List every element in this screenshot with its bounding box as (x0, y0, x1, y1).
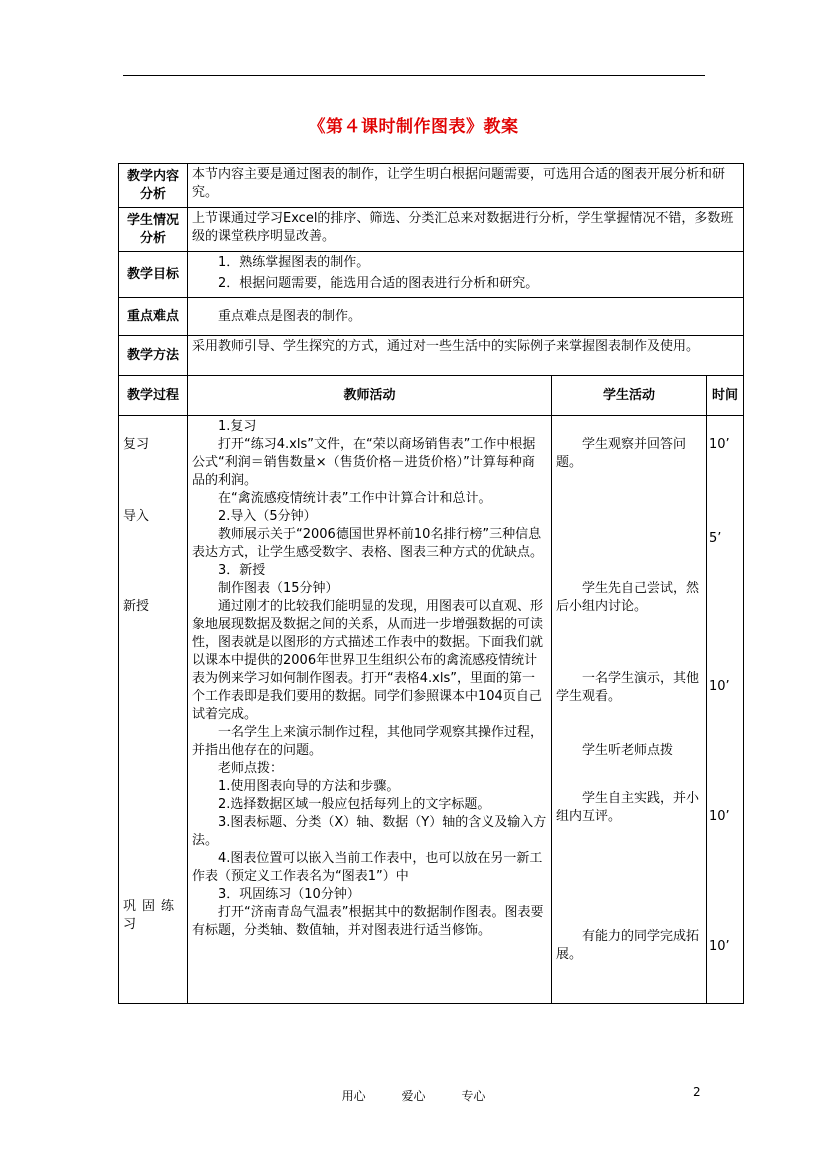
stage-new-lesson: 新授 (123, 599, 150, 614)
student-activity-demo: 一名学生演示，其他学生观看。 (556, 671, 700, 704)
row-teaching-methods (119, 336, 744, 376)
text-teaching-methods: 采用教师引导、学生探究的方式，通过对一些生活中的实际例子来掌握图表制作及使用。 (188, 336, 744, 376)
label-content-analysis: 教学内容分析 (119, 164, 188, 208)
teacher-review-task: 打开“练习4.xls”文件，在“荣以商场销售表”工作中根据公式“利润＝销售数量×（售货价格－进货价格）”计算每种商品的利润。 (192, 437, 536, 488)
row-content-analysis (119, 164, 744, 208)
teacher-activities (188, 416, 552, 1004)
teacher-guidance-2: 2.选择数据区域一般应包括每列上的文字标题。 (218, 797, 491, 812)
document-title: 《第４课时制作图表》教案 (308, 117, 519, 137)
label-teaching-methods: 教学方法 (119, 336, 188, 376)
footer-item-2: 爱心 (401, 1089, 426, 1103)
page-footer (0, 1087, 827, 1104)
time-intro: 5’ (709, 531, 722, 546)
header-rule (123, 75, 705, 76)
time-new-lesson: 10’ (709, 679, 730, 694)
label-teaching-process: 教学过程 (119, 376, 188, 416)
row-process-body (119, 416, 744, 1004)
teacher-review-task-2: 在“禽流感疫情统计表”工作中计算合计和总计。 (218, 491, 492, 506)
list-teaching-goals (188, 252, 744, 298)
label-student-analysis: 学生情况分析 (119, 208, 188, 252)
text-key-points: 重点难点是图表的制作。 (188, 298, 744, 336)
teacher-guidance-3: 3.图表标题、分类（X）轴、数据（Y）轴的含义及输入方法。 (192, 815, 547, 848)
stage-consolidation: 巩固练习 (123, 899, 181, 932)
time-review: 10’ (709, 437, 730, 452)
time-column (707, 416, 744, 1004)
lesson-plan-table (118, 163, 744, 1004)
label-key-points: 重点难点 (119, 298, 188, 336)
text-student-analysis: 上节课通过学习Excel的排序、筛选、分类汇总来对数据进行分析，学生掌握情况不错，多数班级的课堂秩序明显改善。 (188, 208, 744, 252)
teacher-guidance-label: 老师点拨： (218, 761, 284, 776)
row-student-analysis (119, 208, 744, 252)
footer-item-1: 用心 (341, 1089, 366, 1103)
page-number: 2 (693, 1085, 701, 1099)
stage-intro: 导入 (123, 509, 150, 524)
student-activity-extend: 有能力的同学完成拓展。 (556, 929, 700, 962)
row-teaching-goals (119, 252, 744, 298)
teacher-guidance-1: 1.使用图表向导的方法和步骤。 (218, 779, 400, 794)
goal-item-2: 2．根据问题需要，能选用合适的图表进行分析和研究。 (218, 276, 539, 291)
stage-review: 复习 (123, 437, 150, 452)
teacher-step-intro: 2.导入（5分钟） (218, 509, 317, 524)
label-teaching-goals: 教学目标 (119, 252, 188, 298)
teacher-step-new: 3．新授 (218, 563, 266, 578)
goal-item-1: 1．熟练掌握图表的制作。 (218, 255, 370, 270)
teacher-step-practice: 3．巩固练习（10分钟） (218, 887, 360, 902)
teacher-intro-text: 教师展示关于“2006德国世界杯前10名排行榜”三种信息表达方式，让学生感受数字、表格、图表三种方式的优缺点。 (192, 527, 544, 560)
process-stages (119, 416, 188, 1004)
student-activities (552, 416, 707, 1004)
teacher-new-text: 通过刚才的比较我们能明显的发现，用图表可以直观、形象地展现数据及数据之间的关系，从而进一步增强数据的可读性，图表就是以图形的方式描述工作表中的数据。下面我们就以课本中提供的2006年世界卫生组织公布的禽流感疫情统计表为例来学习如何制作图表。打开“表格4.xls”，里面的第一个工作表即是我们要用的数据。同学们参照课本中104页自己试着完成。 (192, 599, 544, 722)
teacher-practice-text: 打开“济南青岛气温表”根据其中的数据制作图表。图表要有标题，分类轴、数值轴，并对图表进行适当修饰。 (192, 905, 544, 938)
footer-item-3: 专心 (461, 1089, 486, 1103)
col-header-teacher: 教师活动 (188, 376, 552, 416)
student-activity-listen: 学生听老师点拨 (582, 743, 674, 758)
time-guidance: 10’ (709, 809, 730, 824)
text-content-analysis: 本节内容主要是通过图表的制作，让学生明白根据问题需要，可选用合适的图表开展分析和研究。 (188, 164, 744, 208)
time-practice: 10’ (709, 939, 730, 954)
teacher-demo-text: 一名学生上来演示制作过程，其他同学观察其操作过程，并指出他存在的问题。 (192, 725, 544, 758)
teacher-make-chart: 制作图表（15分钟） (218, 581, 339, 596)
teacher-step-review: 1.复习 (218, 419, 257, 434)
col-header-student: 学生活动 (552, 376, 707, 416)
row-process-header (119, 376, 744, 416)
student-activity-practice: 学生自主实践，并小组内互评。 (556, 791, 700, 824)
student-activity-review: 学生观察并回答问题。 (556, 437, 687, 470)
teacher-guidance-4: 4.图表位置可以嵌入当前工作表中，也可以放在另一新工作表（预定义工作表名为“图表1”）中 (192, 851, 543, 884)
row-key-points (119, 298, 744, 336)
col-header-time: 时间 (707, 376, 744, 416)
student-activity-try: 学生先自己尝试，然后小组内讨论。 (556, 581, 700, 614)
